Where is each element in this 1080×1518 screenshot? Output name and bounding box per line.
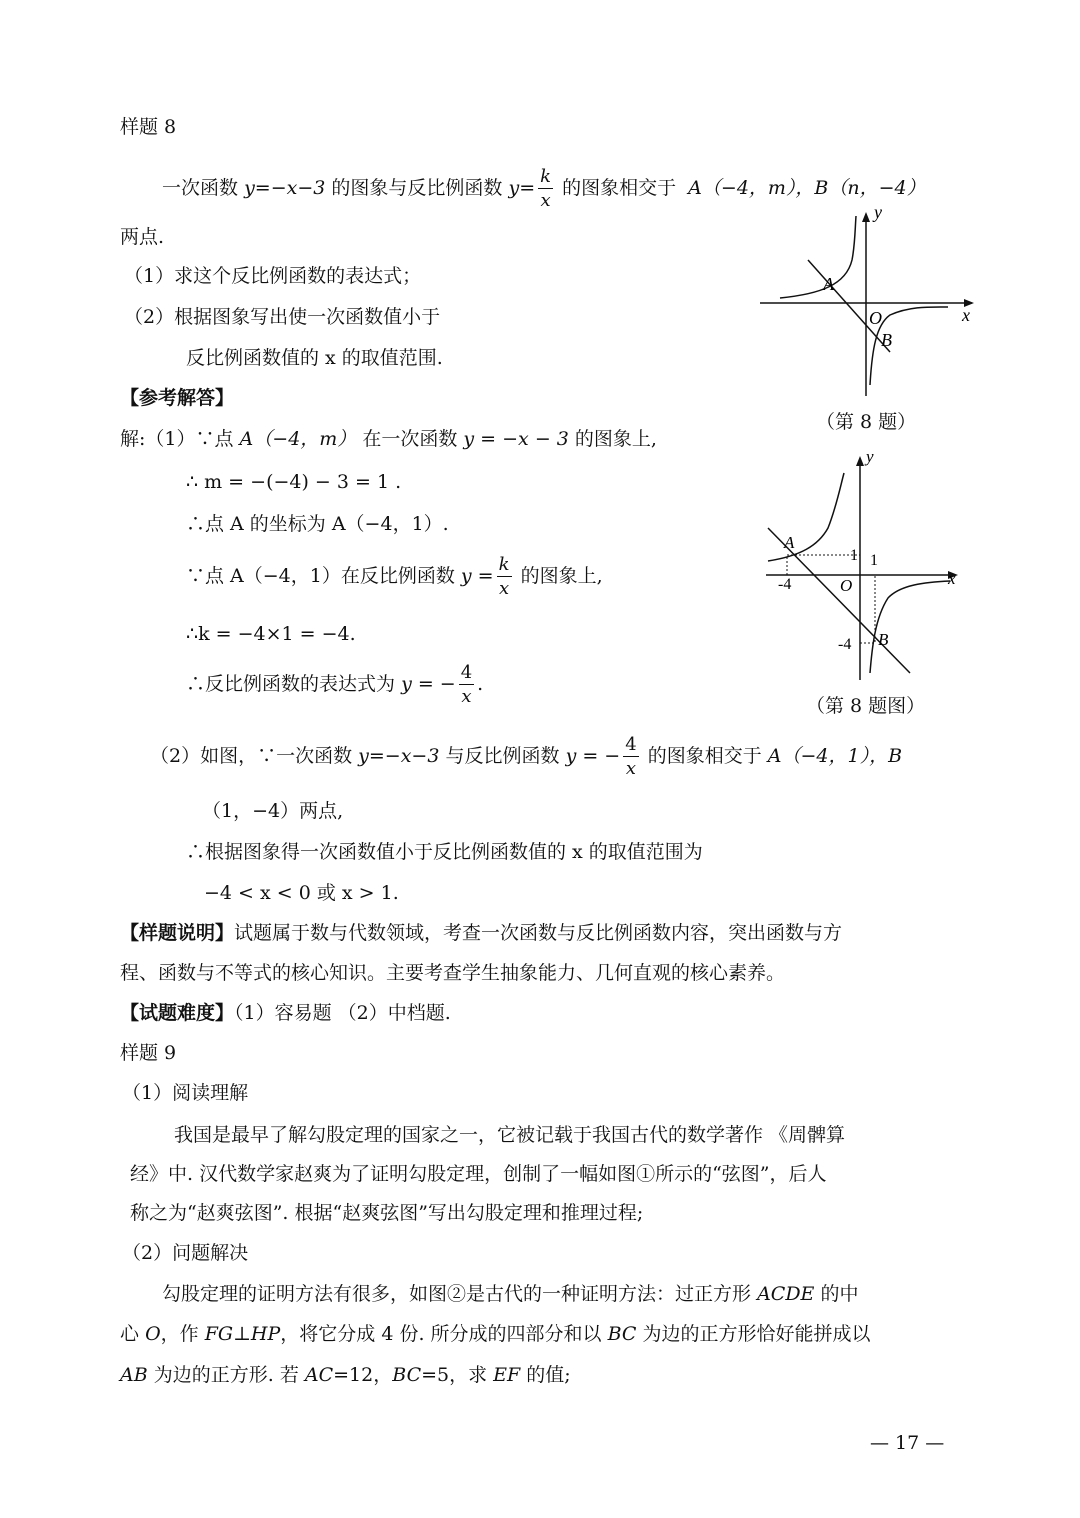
tick-1-y: 1 (850, 547, 858, 564)
explain-1: 试题属于数与代数领域，考查一次函数与反比例函数内容，突出函数与方 (234, 922, 843, 944)
sol-line6 (186, 664, 483, 706)
sol4-a: ∵点 A（−4，1）在反比例函数 (186, 565, 455, 587)
sol-line10: −4 < x < 0 或 x > 1. (204, 882, 399, 904)
q9-p2-line1 (162, 1285, 859, 1304)
sol7-a: （2）如图，∵一次函数 (150, 745, 353, 767)
sol7-d: y = − (565, 745, 621, 767)
sol-line2: ∴ m = −(−4) − 3 = 1 . (186, 471, 402, 493)
tick-1-x: 1 (870, 552, 878, 569)
sol-line3: ∴点 A 的坐标为 A（−4，1）. (186, 513, 449, 535)
frac-numerator: 4 (460, 662, 473, 683)
sol-line5: ∴k = −4×1 = −4. (186, 623, 356, 645)
sol6-b: y = − (401, 673, 456, 695)
sol7-frac (623, 736, 638, 778)
sol1-b: A（−4，m） (239, 428, 357, 450)
hyperbola-branch-left (768, 473, 844, 561)
frac-numerator: k (540, 166, 552, 187)
point-a-label: A (823, 274, 834, 294)
p2-3-h: 的值; (526, 1364, 571, 1386)
point-a-label: A (784, 533, 795, 552)
difficulty-line (120, 1004, 451, 1023)
x-axis-label: x (962, 305, 970, 325)
sol7-c: 与反比例函数 (445, 745, 560, 767)
explain-header: 【样题说明】 (120, 922, 235, 944)
sol4-c: 的图象上, (520, 565, 603, 587)
q8-stem-e: 的图象相交于 (562, 177, 677, 199)
q8-stem-f: A（−4，m），B（n，−4） (688, 177, 926, 199)
sol-line1 (120, 430, 657, 449)
q9-p1-line2: 经》中. 汉代数学家赵爽为了证明勾股定理，创制了一幅如图①所示的“弦图”，后人 (130, 1163, 827, 1185)
p2-3-e: BC (392, 1364, 422, 1386)
frac-denominator: x (540, 190, 551, 211)
q8-stem-b: y=−x−3 (244, 177, 326, 199)
sol-line7 (150, 736, 902, 778)
frac-numerator: 4 (625, 734, 637, 755)
sol1-d: y = −x − 3 (463, 428, 569, 450)
p2-2-e: ，将它分成 4 份. 所分成的四部分和以 (280, 1323, 602, 1345)
p2-3-a: AB (120, 1364, 148, 1386)
y-axis-arrow (862, 212, 870, 222)
sol1-e: 的图象上, (574, 428, 657, 450)
q8-part2: （2）根据图象写出使一次函数值小于 (124, 306, 441, 328)
frac-denominator: x (461, 686, 472, 707)
frac-numerator: k (498, 554, 510, 575)
sol1-c: 在一次函数 (362, 428, 458, 450)
p2-3-b: 为边的正方形. 若 (153, 1364, 299, 1386)
explain-line2: 程、函数与不等式的核心知识。主要考查学生抽象能力、几何直观的核心素养。 (120, 962, 786, 984)
sol4-frac (497, 556, 512, 598)
q9-p2-line2 (120, 1325, 871, 1344)
q9-p1-line1: 我国是最早了解勾股定理的国家之一，它被记载于我国古代的数学著作 《周髀算 (174, 1124, 846, 1146)
difficulty-header: 【试题难度】 (120, 1002, 235, 1024)
frac-denominator: x (498, 578, 510, 599)
hyperbola-branch-left (780, 216, 856, 298)
sol6-frac (459, 664, 474, 706)
dashed-guide-b (860, 575, 875, 643)
frac-denominator: x (625, 758, 637, 779)
hyperbola-branch-right (870, 581, 950, 673)
p2-2-c: ，作 (160, 1323, 199, 1345)
p2-2-b: O (145, 1323, 161, 1345)
q8-part1: （1）求这个反比例函数的表达式； (124, 265, 422, 287)
answer-header: 【参考解答】 (120, 387, 235, 409)
p2-2-a: 心 (120, 1323, 140, 1345)
q8-stem-d: y= (508, 177, 536, 199)
p2-3-c: AC (304, 1364, 334, 1386)
q8-part2b: 反比例函数值的 x 的取值范围. (186, 347, 443, 369)
x-axis-label: x (948, 569, 956, 588)
y-axis-label: y (874, 202, 882, 222)
q9-part1-title: （1）阅读理解 (122, 1082, 249, 1104)
y-axis-arrow (856, 456, 864, 466)
sol7-f: A（−4，1），B (767, 745, 903, 767)
figure-8-large-caption: （第 8 题图） (806, 695, 926, 717)
origin-label: O (840, 576, 853, 595)
origin-label: O (869, 308, 882, 328)
p2-1-c: 的中 (820, 1283, 859, 1305)
sol7-e: 的图象相交于 (647, 745, 762, 767)
difficulty: （1）容易题 （2）中档题. (234, 1002, 451, 1024)
p2-1-b: ACDE (757, 1283, 815, 1305)
point-b-label: B (881, 330, 892, 350)
tick-neg4-y: -4 (838, 636, 852, 653)
line-y-neg-x-minus-3 (808, 260, 890, 352)
p2-1-a: 勾股定理的证明方法有很多，如图②是古代的一种证明方法：过正方形 (162, 1283, 752, 1305)
p2-2-f: BC (607, 1323, 637, 1345)
sol-line4 (186, 556, 603, 598)
figure-8-large (760, 448, 970, 688)
sol7-b: y=−x−3 (358, 745, 440, 767)
point-b-label: B (878, 630, 889, 649)
q8-stem-c: 的图象与反比例函数 (331, 177, 503, 199)
p2-3-f: =5，求 (421, 1364, 488, 1386)
q8-stem-frac (538, 168, 553, 210)
q9-p1-line3: 称之为“赵爽弦图”. 根据“赵爽弦图”写出勾股定理和推理过程; (130, 1202, 644, 1224)
sol1-a: 解:（1）∵点 (120, 428, 234, 450)
sol4-b: y = (460, 565, 494, 587)
q9-p2-line3 (120, 1366, 571, 1385)
page-number: — 17 — (870, 1432, 945, 1454)
figure-8-small (750, 200, 990, 410)
q8-stem-line2: 两点. (120, 226, 165, 248)
sol-line8: （1，−4）两点, (202, 800, 344, 822)
q8-title: 样题 8 (120, 116, 177, 138)
figure-8-caption: （第 8 题） (816, 411, 917, 433)
sol-line9: ∴根据图象得一次函数值小于反比例函数值的 x 的取值范围为 (186, 841, 703, 863)
q9-part2-title: （2）问题解决 (122, 1242, 249, 1264)
sol6-c: . (477, 673, 484, 695)
tick-neg4-x: -4 (778, 576, 792, 593)
explain-line1 (120, 924, 842, 943)
q8-stem-a: 一次函数 (162, 177, 239, 199)
sol6-a: ∴反比例函数的表达式为 (186, 673, 396, 695)
p2-3-g: EF (493, 1364, 521, 1386)
q9-title: 样题 9 (120, 1042, 177, 1064)
y-axis-label: y (866, 448, 874, 466)
p2-2-g: 为边的正方形恰好能拼成以 (642, 1323, 871, 1345)
p2-3-d: =12， (333, 1364, 393, 1386)
p2-2-d: FG⊥HP (204, 1323, 281, 1345)
